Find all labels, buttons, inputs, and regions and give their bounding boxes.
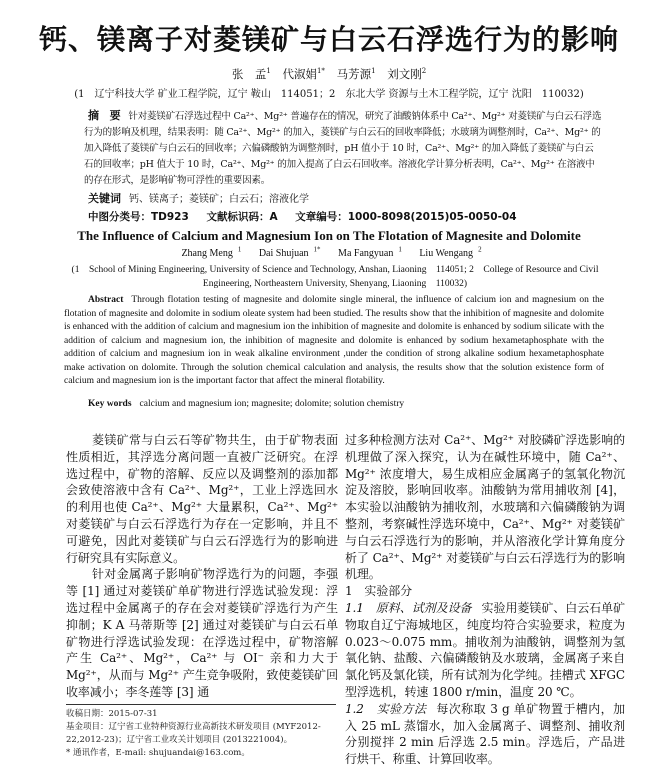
classification-line — [88, 210, 531, 224]
received-date: 收稿日期：2015-07-31 — [66, 709, 158, 719]
subsection-heading: 1.2 实验方法 — [345, 701, 427, 716]
author: 马芳源$^1$ — [336, 67, 376, 81]
keywords-label-en: Key words — [88, 399, 132, 409]
abstract-en — [64, 294, 604, 389]
subsection-1-2 — [345, 701, 625, 768]
document-code: 文献标识码：A — [206, 211, 278, 223]
body-left-column — [66, 432, 338, 701]
paper-title-cn: 钙、镁离子对菱镁矿与白云石浮选行为的影响 — [38, 23, 619, 56]
keywords-text-en: calcium and magnesium ion; magnesite; dolomite; solution chemistry — [139, 399, 405, 409]
author: 张 孟$^1$ — [231, 67, 271, 81]
footnotes — [66, 708, 338, 760]
subsection-text: 每次称取 3 g 单矿物置于槽内，加入 25 mL 蒸馏水，加入金属离子、调整剂、捕收剂分别搅拌 2 min 后浮选 2.5 min。浮选后，产品进行烘干、称重、计算回收率。 — [345, 701, 625, 767]
corresponding-author: * 通讯作者，E-mail: shujuandai@163.com。 — [66, 748, 250, 758]
keywords-en — [88, 398, 404, 411]
abstract-label-en: Abstract — [88, 295, 124, 305]
subsection-heading: 1.1 原料、试剂及设备 — [345, 600, 472, 615]
keywords-text-cn: 钙、镁离子；菱镁矿；白云石；溶液化学 — [129, 194, 309, 205]
footnote-divider — [66, 704, 336, 705]
keywords-cn — [88, 192, 309, 207]
subsection-1-1 — [345, 600, 625, 701]
author: Dai Shujuan $^{1*}$ — [258, 245, 321, 259]
abstract-text-en: Through flotation testing of magnesite and dolomite single mineral, the influence of calcium ion and magnesium on the flotation of magnesite and dolomite in sodium oleate system had been studied. The results show that the inhibition of magnesite and dolomite is enhanced with the addition of calcium and magnesium ion the inhibition of magnesite and dolomite is enhanced by sodium silicate with the addition of calcium and magnesium ion, the inhibition of magnesite and dolomite is enhanced by sodium hexametaphosphate with the addition of calcium and magnesium ion in weak alkaline environment ,under the condition of strong alkaline sodium hexametaphosphate make activation on dolomite. Through the solution chemical calculation and analysis, the results show that the solution existence form of calcium and magnesium ion is the important factor that affect the mineral flotability. — [64, 295, 604, 386]
body-paragraph: 菱镁矿常与白云石等矿物共生，由于矿物表面性质相近，其浮选分离问题一直被广泛研究。在浮选过程中，矿物的溶解、反应以及调整剂的添加都会致使溶液中含有 Ca²⁺、Mg²⁺，工业上浮选回水的利用也使 Ca²⁺、Mg²⁺ 大量累积，Ca²⁺、Mg²⁺ 对菱镁矿与白云石浮选行为存在一定影响，并且不可避免，因此对菱镁矿与白云石浮选行为的影响进行研究具有实际意义。 — [66, 433, 338, 565]
author: Liu Wengang $^2$ — [419, 245, 482, 259]
funding-note: 基金项目：辽宁省工业特种资源行业高新技术研发项目 (MYF2012-22,2012-23)；辽宁省工业攻关计划项目 (2013221004)。 — [66, 722, 321, 745]
paper-title-en: The Influence of Calcium and Magnesium Ion on The Flotation of Magnesite and Dolomite — [77, 228, 581, 243]
abstract-label-cn: 摘 要 — [88, 109, 121, 122]
body-paragraph: 针对金属离子影响矿物浮选行为的问题，李强等 [1] 通过对菱镁矿单矿物进行浮选试验发现：浮选过程中金属离子的存在会对菱镁矿浮选行为产生抑制；K A 马蒂斯等 [2] 通过对菱镁矿与白云石单矿物进行浮选试验发现：在浮选过程中，矿物溶解产生 Ca²⁺、Mg²⁺，Ca²⁺ 与 OI⁻ 亲和力大于 Mg²⁺，从而与 Mg²⁺ 产生竞争吸附，致使菱镁矿回收率减小；李冬莲等 [3] 通 — [66, 567, 338, 699]
section-heading: 1 实验部分 — [345, 584, 413, 599]
body-right-column — [345, 432, 625, 768]
author: Zhang Meng $^1$ — [181, 245, 242, 259]
abstract-cn — [84, 108, 602, 189]
author: Ma Fangyuan $^1$ — [338, 245, 402, 259]
abstract-text-cn: 针对菱镁矿石浮选过程中 Ca²⁺、Mg²⁺ 普遍存在的情况，研究了油酸钠体系中 Ca²⁺、Mg²⁺ 对菱镁矿与白云石浮选行为的影响及机理，结果表明：随 Ca²⁺、Mg²⁺ 的加入，菱镁矿与白云石的回收率降低；水玻璃为调整剂时，Ca²⁺、Mg²⁺ 的加入降低了菱镁矿与白云石的回收率；六偏磷酸钠为调整剂时，pH 值小于 10 时，Ca²⁺、Mg²⁺ 的加入降低了菱镁矿与白云石的回收率；pH 值大于 10 时，Ca²⁺、Mg²⁺ 的加入提高了白云石回收率。溶液化学计算分析表明，Ca²⁺、Mg²⁺ 在溶液中的存在形式，是影响矿物可浮性的重要因素。 — [84, 111, 602, 186]
article-number: 文章编号：1000-8098(2015)05-0050-04 — [295, 211, 517, 223]
clc-number: 中图分类号：TD923 — [88, 211, 189, 223]
affiliation-cn: (1 辽宁科技大学 矿业工程学院，辽宁 鞍山 114051；2 东北大学 资源与土木工程学院，辽宁 沈阳 110032) — [74, 89, 584, 100]
author: 代淑娟$^{1*}$ — [282, 67, 325, 81]
keywords-label-cn: 关键词 — [88, 192, 121, 205]
author-list-cn — [0, 66, 658, 82]
author-list-en — [0, 247, 658, 260]
body-paragraph: 过多种检测方法对 Ca²⁺、Mg²⁺ 对胶磷矿浮选影响的机理做了深入探究，认为在碱性环境中，随 Ca²⁺、Mg²⁺ 浓度增大，易生成相应金属离子的氢氧化物沉淀及溶胶，影响回收率。油酸钠为常用捕收剂 [4]，本实验以油酸钠为捕收剂，水玻璃和六偏磷酸钠为调整剂，考察碱性浮选环境中，Ca²⁺、Mg²⁺ 对菱镁矿与白云石浮选行为的影响，并从溶液化学计算角度分析了 Ca²⁺、Mg²⁺ 对菱镁矿与白云石浮选行为的影响机理。 — [345, 433, 625, 582]
author: 刘文刚$^2$ — [387, 67, 427, 81]
subsection-text: 实验用菱镁矿、白云石单矿物取自辽宁海城地区，纯度均符合实验要求，粒度为 0.023～0.075 mm。捕收剂为油酸钠，调整剂为氢氧化钠、盐酸、六偏磷酸钠及水玻璃，金属离子来自氯化钙及氯化镁，所有试剂为化学纯。挂槽式 XFGC 型浮选机，转速 1800 r/min，温度 20 ℃。 — [345, 600, 625, 699]
affiliation-en: (1 School of Mining Engineering, University of Science and Technology, Anshan, Liaoning 114051; 2 College of Resource and Civil Engineering, Northeastern University, Shenyang, Liaoning 110032) — [71, 265, 599, 289]
